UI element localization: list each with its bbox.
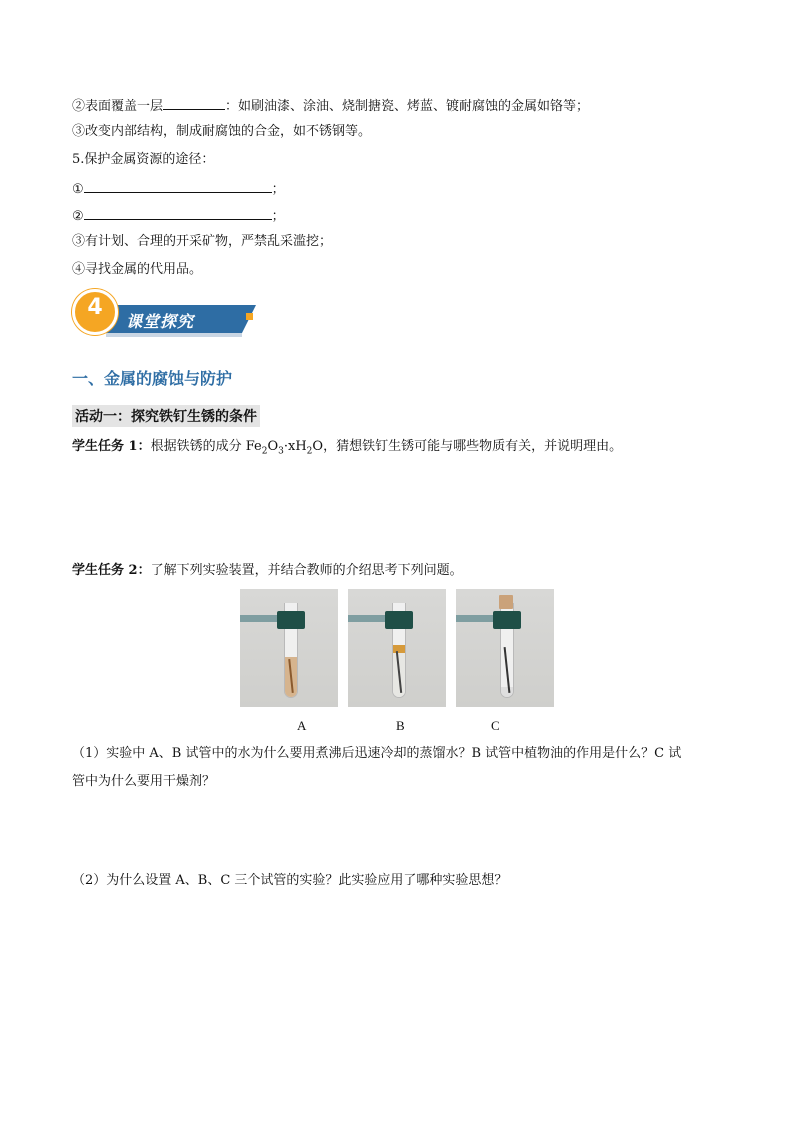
task-1-label: 学生任务 1：	[72, 439, 151, 454]
photo-caption-a: A	[297, 718, 307, 733]
tube-clamp	[385, 611, 413, 629]
task-1-sub-1: 2	[261, 446, 268, 457]
text-line-protect-heading: 5.保护金属资源的途径：	[72, 152, 215, 167]
banner-label: 课堂探究	[126, 312, 195, 331]
vegetable-oil-layer	[393, 645, 405, 653]
text-line-way-4: ④寻找金属的代用品。	[72, 262, 203, 277]
section-title: 一、金属的腐蚀与防护	[72, 369, 233, 388]
task-2-text: 了解下列实验装置，并结合教师的介绍思考下列问题。	[150, 563, 463, 578]
question-1-line-1: （1）实验中 A、B 试管中的水为什么要用煮沸后迅速冷却的蒸馏水？B 试管中植物油的作用是什么？C 试	[72, 746, 682, 761]
fill-blank-way-1[interactable]	[84, 179, 272, 193]
experiment-photo-a	[240, 589, 338, 707]
experiment-photo-c	[456, 589, 554, 707]
coating-prefix: ②表面覆盖一层	[72, 99, 164, 114]
banner-dot	[246, 313, 253, 320]
text-line-coating	[72, 96, 589, 116]
photo-caption-c: C	[491, 718, 500, 733]
way-1-end: ；	[271, 182, 285, 197]
tube-clamp	[493, 611, 521, 629]
task-1-text-d: O，猜想铁钉生锈可能与哪些物质有关，并说明理由。	[312, 439, 623, 454]
banner-shadow	[106, 333, 242, 337]
cork-stopper	[499, 595, 513, 609]
text-line-structure: ③改变内部结构，制成耐腐蚀的合金，如不锈钢等。	[72, 124, 372, 139]
way-1-number: ①	[72, 182, 84, 197]
question-1-line-2: 管中为什么要用干燥剂？	[72, 774, 216, 789]
task-1-text-a: 根据铁锈的成分 Fe	[150, 439, 262, 454]
task-2	[72, 562, 463, 580]
fill-blank-way-2[interactable]	[84, 206, 272, 220]
text-line-way-2	[72, 206, 285, 226]
section-banner	[72, 289, 262, 347]
fill-blank-coating[interactable]	[163, 96, 225, 110]
task-1-sub-3: 2	[306, 446, 313, 457]
coating-suffix: ：如刷油漆、涂油、烧制搪瓷、烤蓝、镀耐腐蚀的金属如铬等；	[225, 99, 590, 114]
task-1	[72, 438, 622, 461]
way-2-end: ；	[271, 209, 285, 224]
tube-clamp	[277, 611, 305, 629]
task-1-sub-2: 3	[278, 446, 284, 457]
way-2-number: ②	[72, 209, 84, 224]
task-1-text-c: ·xH	[283, 439, 307, 454]
text-line-way-1	[72, 179, 285, 199]
task-1-text-b: O	[267, 439, 279, 454]
text-line-way-3: ③有计划、合理的开采矿物，严禁乱采滥挖；	[72, 234, 333, 249]
task-2-label: 学生任务 2：	[72, 563, 151, 578]
experiment-photo-b	[348, 589, 446, 707]
activity-title: 活动一：探究铁钉生锈的条件	[72, 405, 260, 427]
question-2: （2）为什么设置 A、B、C 三个试管的实验？此实验应用了哪种实验思想？	[72, 873, 508, 888]
photo-caption-b: B	[396, 718, 405, 733]
banner-number: 4	[87, 295, 103, 320]
